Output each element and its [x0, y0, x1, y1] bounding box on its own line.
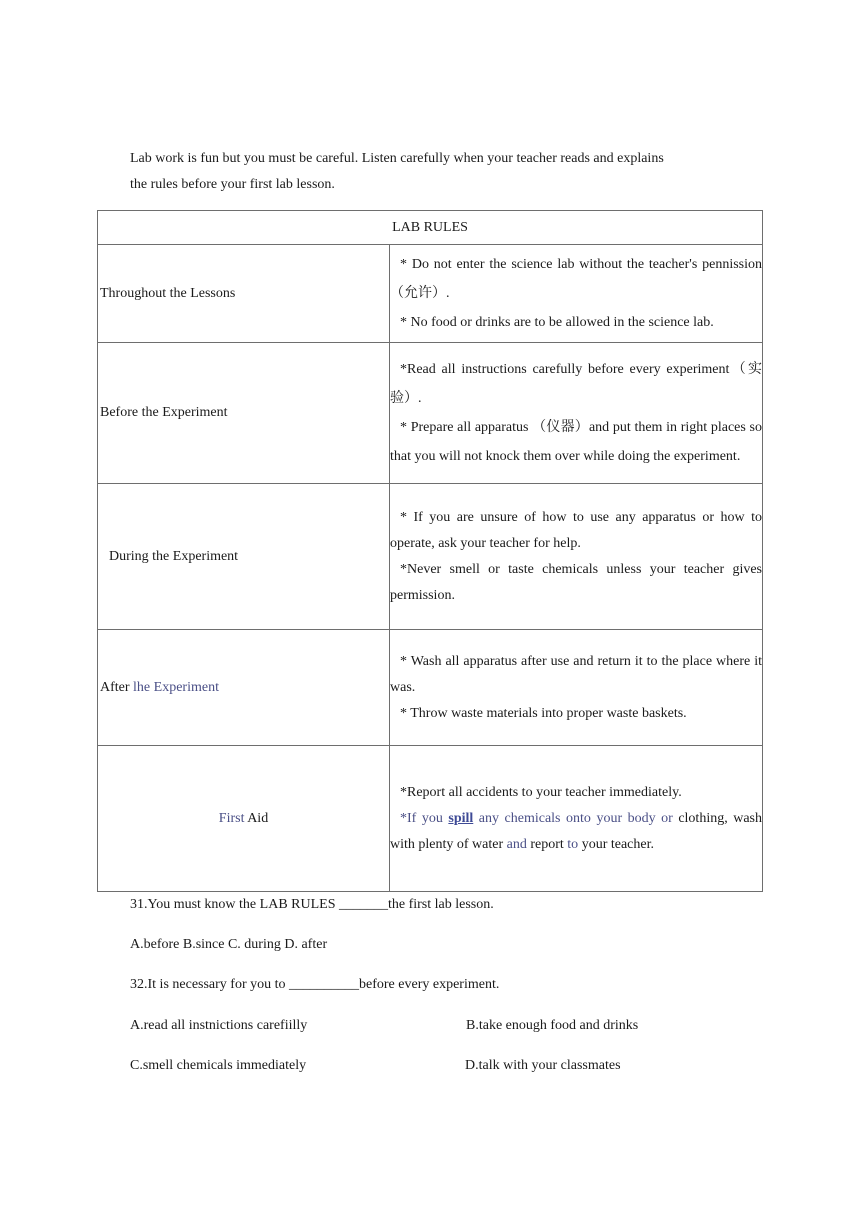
rule-item: * No food or drinks are to be allowed in the science lab. [400, 315, 714, 330]
row-label-first-aid [98, 746, 390, 892]
question-31-stem: 31.You must know the LAB RULES _______the first lab lesson. [130, 897, 494, 912]
row-label-after [98, 630, 390, 746]
rule-part: any chemicals onto your body or [473, 810, 673, 826]
lab-rules-table [97, 210, 763, 892]
rule-part: and [506, 836, 527, 852]
rule-part: *If you [400, 810, 449, 826]
rule-item: * Prepare all apparatus （仪器）and put them in right places so that you will not knock them over while doing the experiment. [390, 420, 762, 464]
question-31-options: A.before B.since C. during D. after [130, 937, 328, 952]
intro-line-2: the rules before your first lab lesson. [130, 177, 335, 192]
intro-line-1: Lab work is fun but you must be careful. Listen carefully when your teacher reads and explains [130, 151, 664, 166]
rule-part: to [567, 836, 579, 852]
table-row [98, 630, 763, 746]
table-header-row [98, 211, 763, 245]
rule-cell-after [390, 630, 763, 746]
rule-item: * Wash all apparatus after use and return it to the place where it was. [390, 653, 762, 695]
row-label-after-b: lhe Experiment [133, 679, 219, 695]
table-row [98, 484, 763, 630]
question-32-option-b: B.take enough food and drinks [466, 1018, 639, 1033]
question-32-option-a: A.read all instnictions carefiilly [130, 1018, 308, 1033]
rule-item: *Read all instructions carefully before every experiment（实验）. [390, 362, 762, 406]
rule-cell-before [390, 343, 763, 484]
rule-item-spill [390, 806, 762, 858]
question-32-option-d: D.talk with your classmates [465, 1058, 621, 1073]
question-32-stem: 32.It is necessary for you to __________before every experiment. [130, 977, 500, 992]
row-label-throughout: Throughout the Lessons [98, 245, 390, 343]
rule-cell-during [390, 484, 763, 630]
row-label-during: During the Experiment [98, 484, 390, 630]
row-label-first-aid-b: Aid [244, 810, 269, 826]
rule-part: clothing, wash with plenty of water [390, 810, 763, 852]
table-row [98, 245, 763, 343]
rule-cell-throughout [390, 245, 763, 343]
table-row [98, 746, 763, 892]
rule-item: * Do not enter the science lab without the teacher's pennission（允许）. [390, 257, 762, 301]
row-label-after-a: After [100, 679, 134, 695]
rule-item: *Report all accidents to your teacher immediately. [400, 784, 682, 800]
rule-part: report [526, 836, 568, 852]
row-label-before: Before the Experiment [98, 343, 390, 484]
rule-part: your teacher. [578, 836, 654, 852]
rule-item: *Never smell or taste chemicals unless your teacher gives permission. [390, 561, 762, 603]
row-label-first-aid-a: First [218, 810, 245, 826]
table-title: LAB RULES [98, 211, 763, 245]
intro-paragraph [130, 146, 750, 198]
rule-cell-first-aid [390, 746, 763, 892]
spill-word: spill [448, 810, 474, 826]
rule-item: * If you are unsure of how to use any apparatus or how to operate, ask your teacher for help. [390, 509, 762, 551]
question-32-option-c: C.smell chemicals immediately [130, 1058, 307, 1073]
rule-item: * Throw waste materials into proper waste baskets. [400, 705, 687, 721]
table-row [98, 343, 763, 484]
